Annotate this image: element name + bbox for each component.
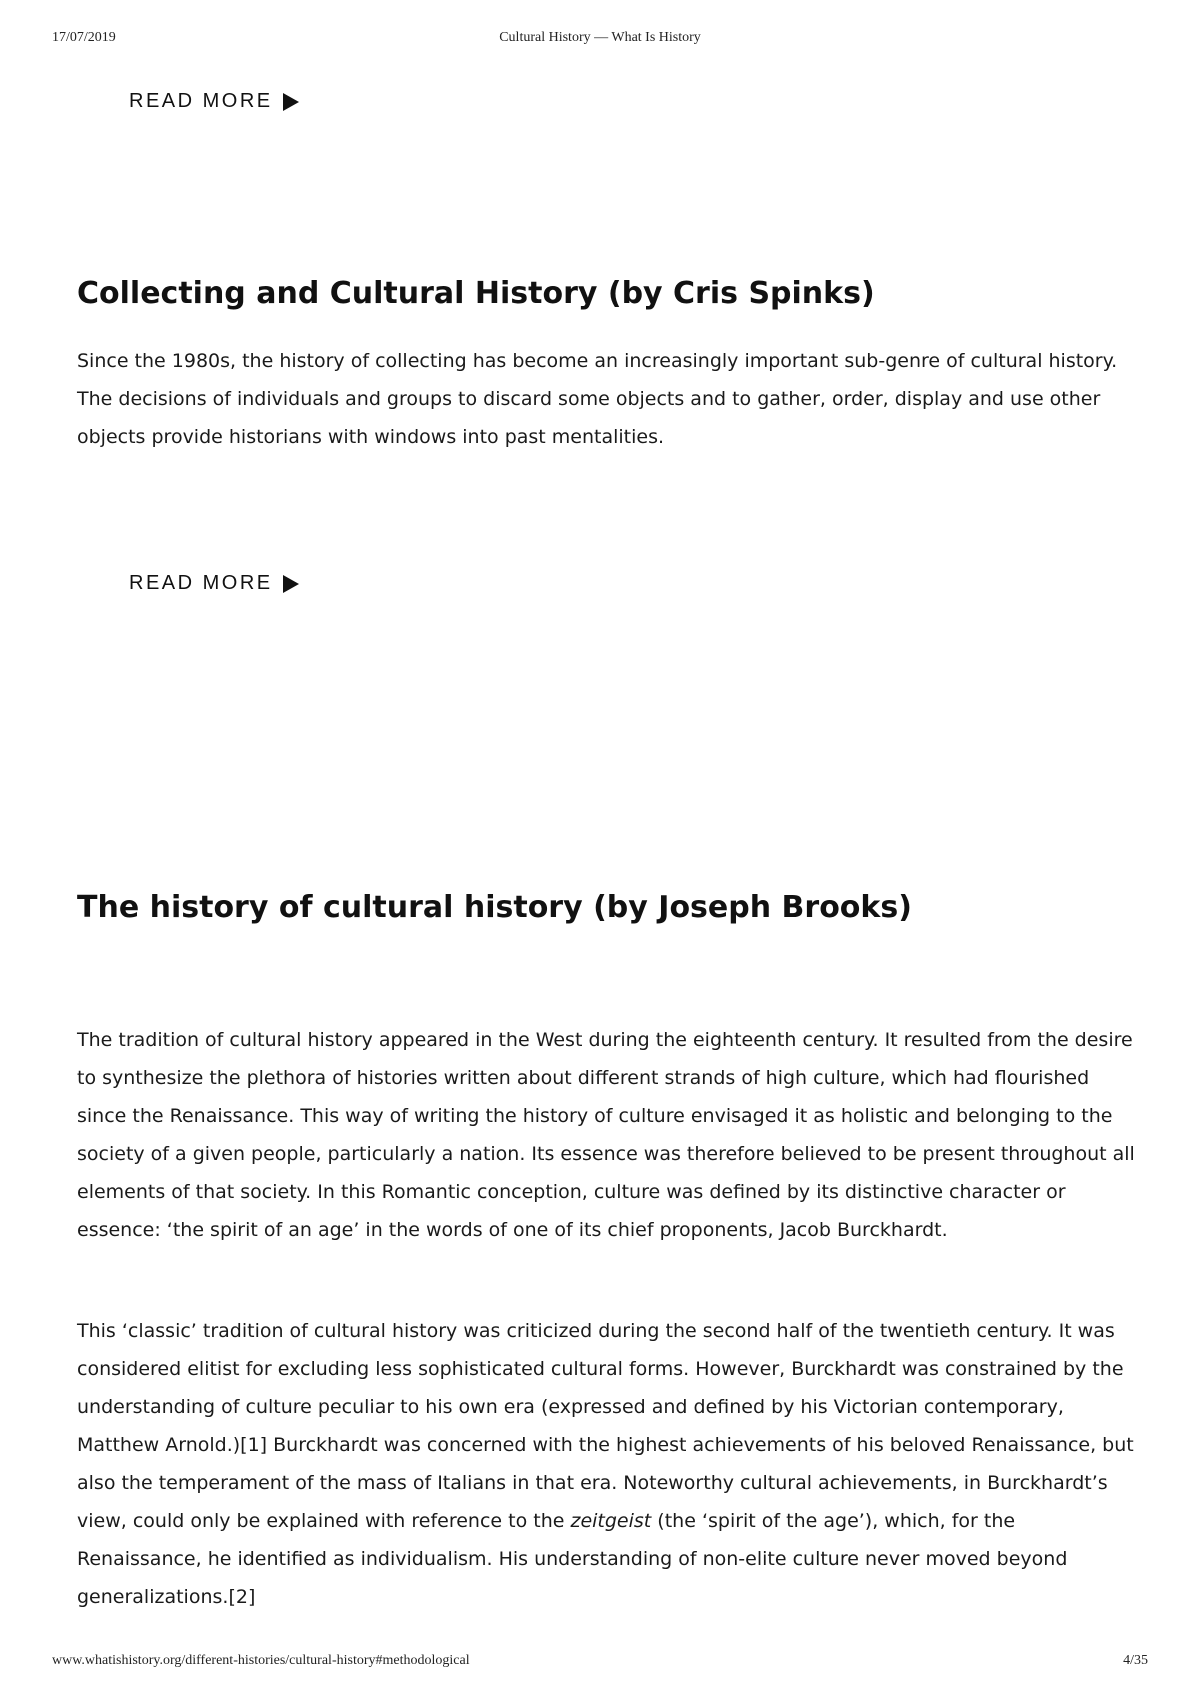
body-paragraph-zeitgeist: This ‘classic’ tradition of cultural history was criticized during the second half of the twentieth century. It was considered elitist for excluding less sophisticated cultural forms. However, Burckhardt was constrained by the understanding of culture peculiar to his own era (expressed and defined by his Victorian contemporary, Matthew Arnold.)[1] Burckhardt was concerned with the highest achievements of his beloved Renaissance, but also the temperament of the mass of Italians in that era. Noteworthy cultural achievements, in Burckhardt’s view, could only be explained with reference to the zeitgeist (the ‘spirit of the age’), which, for the Renaissance, he identified as individualism. His understanding of non-elite culture never moved beyond generalizations.[2] <box>77 1320 1134 1608</box>
section-heading: Collecting and Cultural History (by Cris Spinks) <box>77 276 875 311</box>
print-date: 17/07/2019 <box>52 30 116 45</box>
read-more-label: READ MORE <box>129 572 273 594</box>
read-more-label: READ MORE <box>129 90 273 112</box>
emphasis: zeitgeist <box>570 1510 652 1532</box>
play-arrow-icon <box>283 93 299 111</box>
body-paragraph: The tradition of cultural history appeared in the West during the eighteenth century. It resulted from the desire to synthesize the plethora of histories written about different strands of high culture, which had flourished since the Renaissance. This way of writing the history of culture envisaged it as holistic and belonging to the society of a given people, particularly a nation. Its essence was therefore believed to be present throughout all elements of that society. In this Romantic conception, culture was defined by its distinctive character or essence: ‘the spirit of an age’ in the words of one of its chief proponents, Jacob Burckhardt. <box>77 1029 1135 1241</box>
print-page-number: 4/35 <box>1123 1653 1148 1668</box>
read-more-link[interactable] <box>129 572 299 595</box>
print-page-title: Cultural History — What Is History <box>499 30 701 45</box>
print-url: www.whatishistory.org/different-histories/cultural-history#methodological <box>52 1653 470 1668</box>
play-arrow-icon <box>283 575 299 593</box>
print-header <box>52 30 1148 50</box>
print-footer <box>52 1653 1148 1673</box>
body-paragraph: Since the 1980s, the history of collecting has become an increasingly important sub-genre of cultural history. The decisions of individuals and groups to discard some objects and to gather, order, display and use other objects provide historians with windows into past mentalities. <box>77 350 1118 448</box>
section-heading: The history of cultural history (by Joseph Brooks) <box>77 890 912 925</box>
read-more-link[interactable] <box>129 90 299 113</box>
